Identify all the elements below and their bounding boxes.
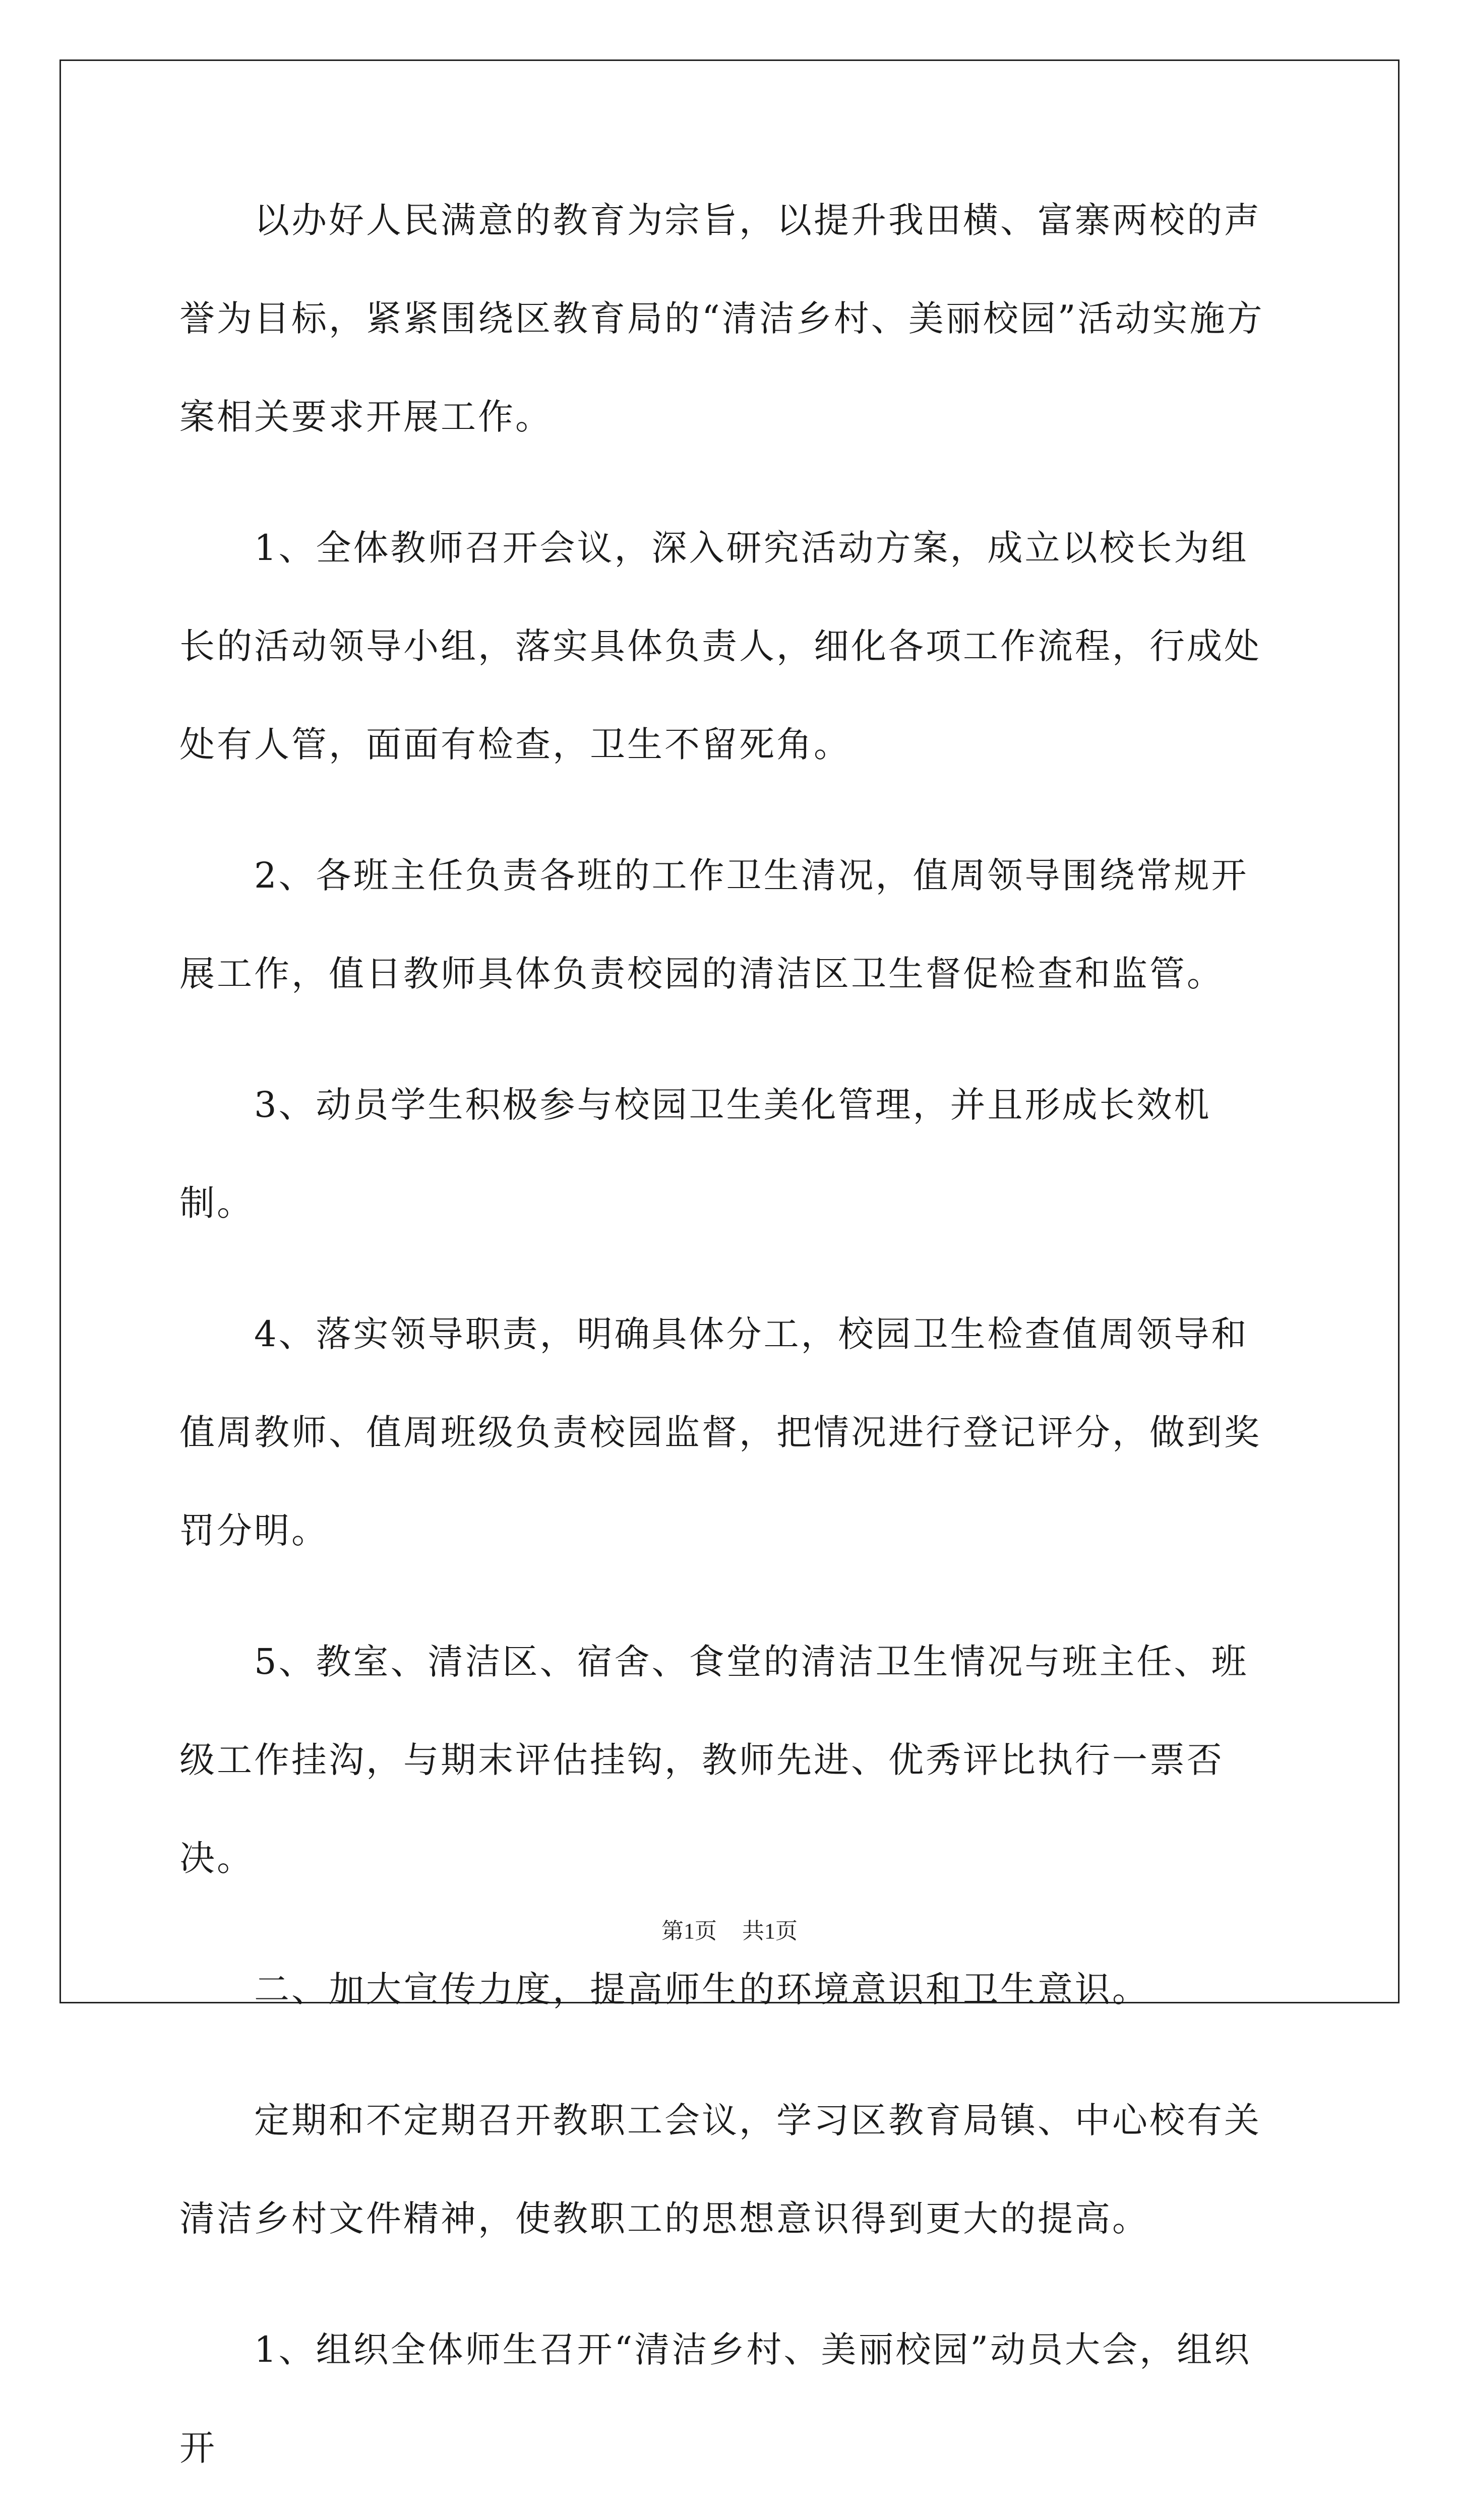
paragraph: 4、落实领导职责，明确具体分工，校园卫生检查值周领导和值周教师、值周班级负责校园监督，把情况进行登记评分，做到奖罚分明。: [179, 1313, 1261, 1551]
paragraph: 二、加大宣传力度，提高师生的环境意识和卫生意识。: [254, 1969, 1149, 2010]
page-total: 共1页: [742, 1919, 798, 1943]
paragraph: 5、教室、清洁区、宿舍、食堂的清洁卫生情况与班主任、班级工作挂沟，与期末评估挂钩，教师先进、优秀评比执行一票否决。: [179, 1641, 1249, 1879]
paragraph: 1、组织全体师生召开“清洁乡村、美丽校园”动员大会，组织开: [179, 2329, 1252, 2469]
document-body: [179, 171, 1279, 2520]
page-footer: [0, 1913, 1459, 1945]
paragraph: 2、各班主任负责各班的工作卫生清况，值周领导围绕常规开展工作，值日教师具体负责校园的清洁区卫生督促检查和监管。: [179, 855, 1249, 994]
page-number: 第1页: [661, 1919, 717, 1943]
paragraph: 3、动员学生积极参与校园卫生美化管理，并且形成长效机制。: [179, 1084, 1211, 1224]
paragraph: 定期和不定期召开教职工会议，学习区教育局镇、中心校有关清洁乡村文件精神，使教职工的思想意识得到更大的提高。: [179, 2100, 1261, 2239]
paragraph: 1、全体教师召开会议，深入研究活动方案，成立以校长为组长的活动领导小组，落实具体负责人，细化各项工作流程，行成处处有人管，面面有检查，卫生不留死角。: [179, 527, 1261, 765]
paragraph: 以办好人民满意的教育为宗旨，以提升我田横、富寨两校的声誉为目标，紧紧围绕区教育局的“清洁乡村、美丽校园”活动实施方案相关要求开展工作。: [179, 200, 1264, 437]
